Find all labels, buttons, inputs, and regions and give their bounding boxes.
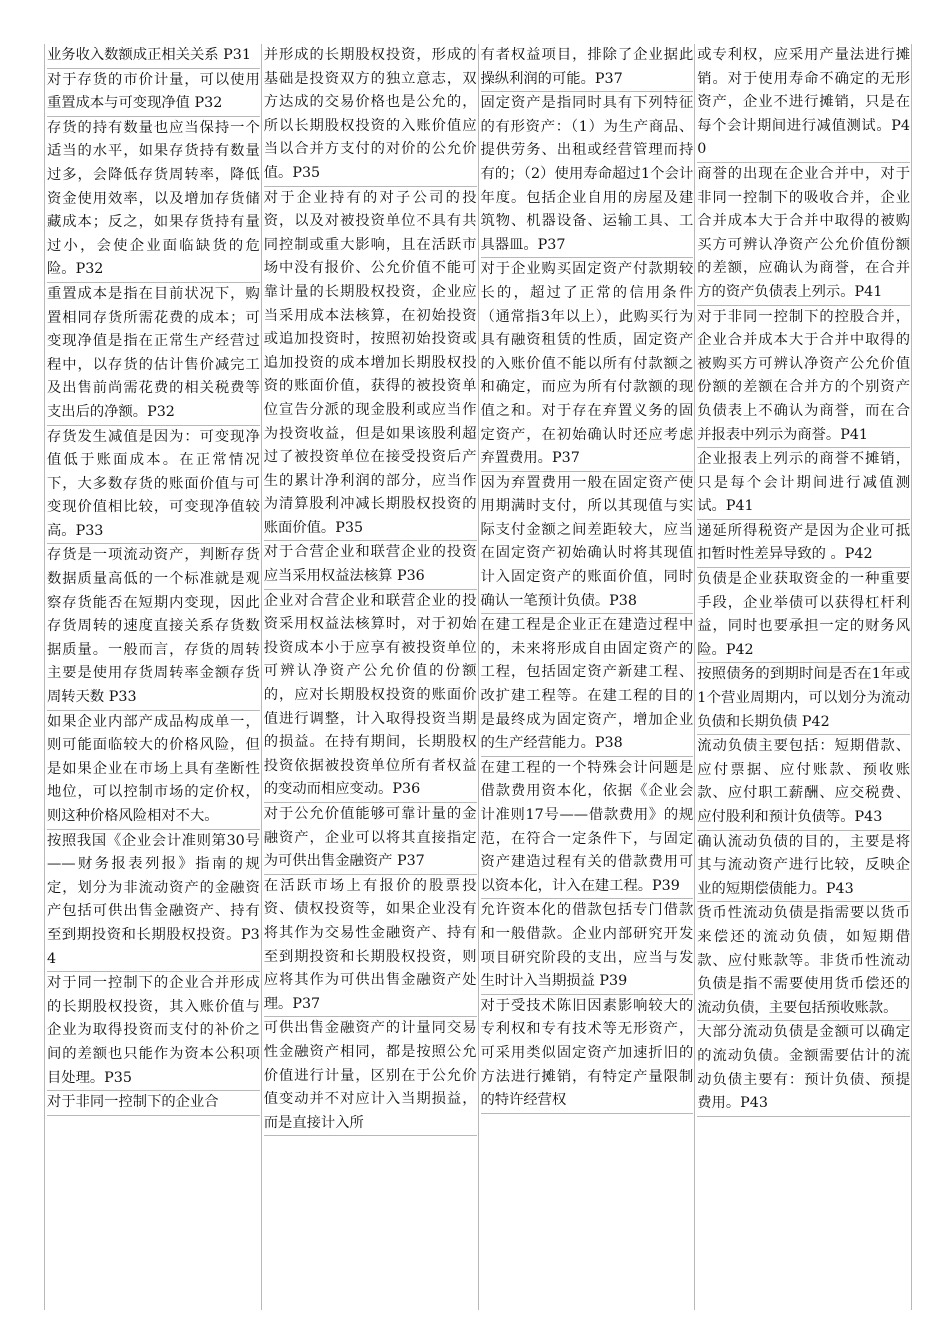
column-1 [45, 44, 262, 1310]
paragraph: 对于同一控制下的企业合并形成的长期股权投资，其入账价值与企业为取得投资而支付的补价之间的差额也只能作为资本公积项目处理。P35 [47, 972, 260, 1091]
paragraph: 或专利权，应采用产量法进行摊销。对于使用寿命不确定的无形资产，企业不进行摊销，只是在每个会计期间进行减值测试。P40 [697, 44, 910, 163]
paragraph: 企业对合营企业和联营企业的投资采用权益法核算时，对于初始投资成本小于应享有被投资单位可辨认净资产公允价值的份额的，应对长期股权投资的账面价值进行调整，计入取得投资当期的损益。在持有期间，长期股权投资依据被投资单位所有者权益的变动而相应变动。P36 [264, 590, 477, 803]
paragraph: 重置成本是指在目前状况下，购置相同存货所需花费的成本；可变现净值是指在正常生产经营过程中，以存货的估计售价减完工及出售前尚需花费的相关税费等支出后的净额。P32 [47, 283, 260, 426]
paragraph: 企业报表上列示的商誉不摊销，只是每个会计期间进行减值测试。P41 [697, 448, 910, 520]
document-page [44, 44, 912, 1310]
paragraph: 对于非同一控制下的控股合并，企业合并成本大于合并中取得的被购买方可辨认净资产公允价值份额的差额在合并方的个别资产负债表上不确认为商誉，而在合并报表中列示为商誉。P41 [697, 306, 910, 449]
paragraph: 递延所得税资产是因为企业可抵扣暂时性差异导致的 。P42 [697, 520, 910, 568]
column-2 [262, 44, 479, 1310]
paragraph: 在建工程是企业正在建造过程中的，未来将形成自由固定资产的工程，包括固定资产新建工程、改扩建工程等。在建工程的目的是最终成为固定资产，增加企业的生产经营能力。P38 [481, 614, 694, 757]
paragraph: 对于非同一控制下的企业合 [47, 1091, 260, 1116]
paragraph: 对于合营企业和联营企业的投资应当采用权益法核算 P36 [264, 541, 477, 589]
paragraph: 并形成的长期股权投资，形成的基础是投资双方的独立意志，双方达成的交易价格也是公允的，所以长期股权投资的入账价值应当以合并方支付的对价的公允价值。P35 [264, 44, 477, 187]
paragraph: 对于存货的市价计量，可以使用重置成本与可变现净值 P32 [47, 69, 260, 117]
paragraph: 因为弃置费用一般在固定资产使用期满时支付，所以其现值与实际支付金额之间差距较大，应当在固定资产初始确认时将其现值计入固定资产的账面价值，同时确认一笔预计负债。P38 [481, 472, 694, 615]
paragraph: 货币性流动负债是指需要以货币来偿还的流动负债，如短期借款、应付账款等。非货币性流动负债是指不需要使用货币偿还的流动负债，主要包括预收账款。 [697, 902, 910, 1021]
paragraph: 固定资产是指同时具有下列特征的有形资产：（1）为生产商品、提供劳务、出租或经营管理而持有的；（2）使用寿命超过1个会计年度。包括企业自用的房屋及建筑物、机器设备、运输工具、工具器皿。P37 [481, 92, 694, 258]
paragraph: 有者权益项目，排除了企业据此操纵利润的可能。P37 [481, 44, 694, 92]
paragraph: 按照我国《企业会计准则第30号——财务报表列报》指南的规定，划分为非流动资产的金融资产包括可供出售金融资产、持有至到期投资和长期股权投资。P34 [47, 830, 260, 973]
paragraph: 对于企业购买固定资产付款期较长的，超过了正常的信用条件（通常指3年以上），此购买行为具有融资租赁的性质，固定资产的入账价值不能以所有付款额之和确定，而应为所有付款额的现值之和。对于存在弃置义务的固定资产，在初始确认时还应考虑弃置费用。P37 [481, 258, 694, 471]
paragraph: 在活跃市场上有报价的股票投资、债权投资等，如果企业没有将其作为交易性金融资产、持有至到期投资和长期股权投资，则应将其作为可供出售金融资产处理。P37 [264, 875, 477, 1018]
paragraph: 对于公允价值能够可靠计量的金融资产，企业可以将其直接指定为可供出售金融资产 P37 [264, 803, 477, 875]
paragraph: 负债是企业获取资金的一种重要手段，企业举债可以获得杠杆利益，同时也要承担一定的财务风险。P42 [697, 568, 910, 663]
paragraph: 确认流动负债的目的，主要是将其与流动资产进行比较，反映企业的短期偿债能力。P43 [697, 831, 910, 903]
paragraph: 大部分流动负债是金额可以确定的流动负债。金额需要估计的流动负债主要有：预计负债、预提费用。P43 [697, 1021, 910, 1116]
paragraph: 如果企业内部产成品构成单一，则可能面临较大的价格风险，但是如果企业在市场上具有垄断性地位，可以控制市场的定价权，则这种价格风险相对不大。 [47, 711, 260, 830]
paragraph: 商誉的出现在企业合并中，对于非同一控制下的吸收合并，企业合并成本大于合并中取得的被购买方可辨认净资产公允价值份额的差额，应确认为商誉，在合并方的资产负债表上列示。P41 [697, 163, 910, 306]
paragraph: 业务收入数额成正相关关系 P31 [47, 44, 260, 69]
paragraph: 可供出售金融资产的计量同交易性金融资产相同，都是按照公允价值进行计量，区别在于公允价值变动并不对应计入当期损益，而是直接计入所 [264, 1017, 477, 1136]
column-3 [479, 44, 696, 1310]
paragraph: 允许资本化的借款包括专门借款和一般借款。企业内部研究开发项目研究阶段的支出，应当与发生时计入当期损益 P39 [481, 899, 694, 994]
paragraph: 按照债务的到期时间是否在1年或1个营业周期内，可以划分为流动负债和长期负债 P42 [697, 663, 910, 735]
paragraph: 对于企业持有的对子公司的投资，以及对被投资单位不具有共同控制或重大影响，且在活跃市场中没有报价、公允价值不能可靠计量的长期股权投资，企业应当采用成本法核算，在初始投资或追加投资时，按照初始投资或追加投资的成本增加长期股权投资的账面价值，获得的被投资单位宣告分派的现金股利或应当作为投资收益，但是如果该股利超过了被投资单位在接受投资后产生的累计净利润的部分，应当作为清算股利冲减长期股权投资的账面价值。P35 [264, 187, 477, 542]
paragraph: 在建工程的一个特殊会计问题是借款费用资本化，依据《企业会计准则17号——借款费用》的规范，在符合一定条件下，与固定资产建造过程有关的借款费用可以资本化，计入在建工程。P39 [481, 757, 694, 900]
paragraph: 存货发生减值是因为：可变现净值低于账面成本。在正常情况下，大多数存货的账面价值与可变现价值相比较，可变现净值较高。P33 [47, 426, 260, 545]
paragraph: 对于受技术陈旧因素影响较大的专利权和专有技术等无形资产，可采用类似固定资产加速折旧的方法进行摊销，有特定产量限制的特许经营权 [481, 995, 694, 1114]
paragraph: 流动负债主要包括：短期借款、应付票据、应付账款、预收账款、应付职工薪酬、应交税费、应付股利和预计负债等。P43 [697, 735, 910, 830]
paragraph: 存货的持有数量也应当保持一个适当的水平，如果存货持有数量过多，会降低存货周转率，降低资金使用效率，以及增加存货储藏成本；反之，如果存货持有量过小，会使企业面临缺货的危险。P32 [47, 117, 260, 283]
paragraph: 存货是一项流动资产，判断存货数据质量高低的一个标准就是观察存货能否在短期内变现，因此存货周转的速度直接关系存货数据质量。一般而言，存货的周转主要是使用存货周转率金额存货周转天数 P33 [47, 544, 260, 710]
column-4 [695, 44, 911, 1310]
